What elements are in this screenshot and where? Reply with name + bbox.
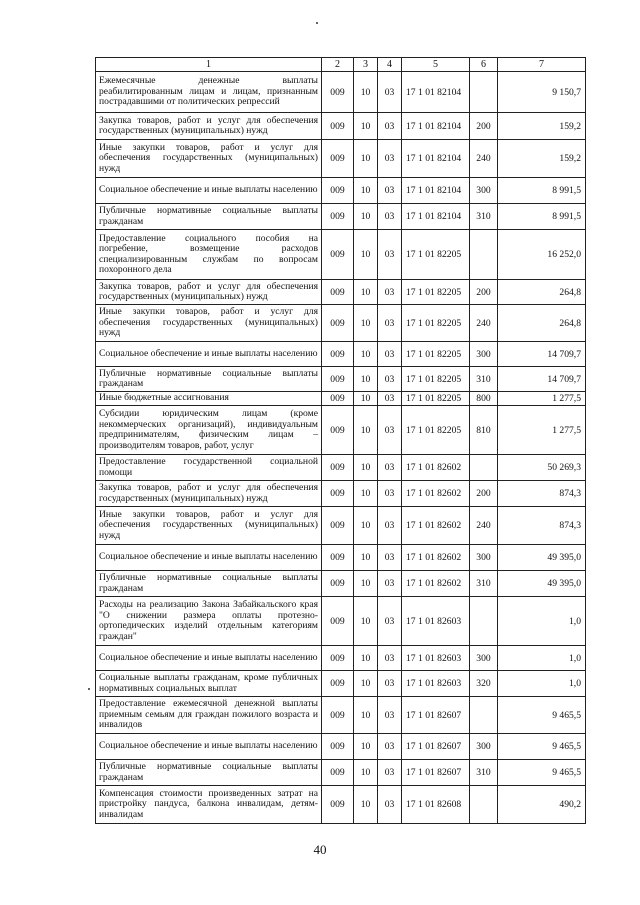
section-code-cell: 10	[354, 646, 378, 671]
table-row	[96, 597, 586, 646]
section-code-cell: 10	[354, 481, 378, 507]
expense-type-cell: 240	[470, 507, 498, 545]
subsection-code-cell: 03	[378, 392, 402, 406]
table-row	[96, 367, 586, 392]
amount-cell: 1,0	[498, 646, 586, 671]
expense-name-cell: Субсидии юридическим лицам (кроме некоммерческих организаций), индивидуальным предпринимателям, физическим лицам – производителям товаров, работ, услуг	[96, 406, 322, 455]
budget-table	[95, 57, 586, 824]
expense-name-cell: Социальные выплаты гражданам, кроме публичных нормативных социальных выплат	[96, 671, 322, 697]
target-article-cell: 17 1 01 82104	[402, 113, 470, 140]
expense-name-cell: Компенсация стоимости произведенных затрат на пристройку пандуса, балкона инвалидам, детям-инвалидам	[96, 786, 322, 824]
expense-name-cell: Иные закупки товаров, работ и услуг для обеспечения государственных (муниципальных) нужд	[96, 507, 322, 545]
table-row	[96, 342, 586, 367]
department-code-cell: 009	[322, 786, 354, 824]
target-article-cell: 17 1 01 82205	[402, 342, 470, 367]
section-code-cell: 10	[354, 342, 378, 367]
subsection-code-cell: 03	[378, 72, 402, 113]
department-code-cell: 009	[322, 571, 354, 597]
expense-type-cell	[470, 697, 498, 734]
table-row	[96, 406, 586, 455]
subsection-code-cell: 03	[378, 342, 402, 367]
subsection-code-cell: 03	[378, 204, 402, 230]
section-code-cell: 10	[354, 204, 378, 230]
expense-name-cell: Публичные нормативные социальные выплаты гражданам	[96, 760, 322, 786]
expense-type-cell: 300	[470, 734, 498, 760]
subsection-code-cell: 03	[378, 734, 402, 760]
department-code-cell: 009	[322, 342, 354, 367]
table-row	[96, 734, 586, 760]
expense-name-cell: Иные закупки товаров, работ и услуг для обеспечения государственных (муниципальных) нужд	[96, 140, 322, 178]
section-code-cell: 10	[354, 140, 378, 178]
subsection-code-cell: 03	[378, 280, 402, 305]
subsection-code-cell: 03	[378, 481, 402, 507]
department-code-cell: 009	[322, 113, 354, 140]
page-number: 40	[313, 842, 327, 857]
department-code-cell: 009	[322, 392, 354, 406]
department-code-cell: 009	[322, 597, 354, 646]
target-article-cell: 17 1 01 82602	[402, 481, 470, 507]
expense-name-cell: Публичные нормативные социальные выплаты гражданам	[96, 367, 322, 392]
department-code-cell: 009	[322, 280, 354, 305]
department-code-cell: 009	[322, 697, 354, 734]
expense-type-cell: 240	[470, 305, 498, 342]
expense-name-cell: Иные закупки товаров, работ и услуг для обеспечения государственных (муниципальных) нужд	[96, 305, 322, 342]
expense-name-cell: Предоставление ежемесячной денежной выплаты приемным семьям для граждан пожилого возраста и инвалидов	[96, 697, 322, 734]
table-row	[96, 455, 586, 481]
section-code-cell: 10	[354, 786, 378, 824]
expense-name-cell: Социальное обеспечение и иные выплаты населению	[96, 178, 322, 204]
department-code-cell: 009	[322, 140, 354, 178]
department-code-cell: 009	[322, 178, 354, 204]
expense-type-cell: 800	[470, 392, 498, 406]
table-row	[96, 697, 586, 734]
department-code-cell: 009	[322, 406, 354, 455]
target-article-cell: 17 1 01 82603	[402, 646, 470, 671]
expense-name-cell: Закупка товаров, работ и услуг для обеспечения государственных (муниципальных) нужд	[96, 113, 322, 140]
amount-cell: 9 465,5	[498, 760, 586, 786]
target-article-cell: 17 1 01 82205	[402, 305, 470, 342]
expense-type-cell: 300	[470, 342, 498, 367]
expense-type-cell	[470, 230, 498, 280]
expense-type-cell	[470, 786, 498, 824]
table-row	[96, 545, 586, 571]
subsection-code-cell: 03	[378, 507, 402, 545]
department-code-cell: 009	[322, 72, 354, 113]
amount-cell: 50 269,3	[498, 455, 586, 481]
amount-cell: 1,0	[498, 671, 586, 697]
table-row	[96, 204, 586, 230]
expense-name-cell: Расходы на реализацию Закона Забайкальского края "О снижении размера оплаты протезно-ортопедических изделий отдельным категориям граждан"	[96, 597, 322, 646]
target-article-cell: 17 1 01 82607	[402, 760, 470, 786]
section-code-cell: 10	[354, 305, 378, 342]
department-code-cell: 009	[322, 305, 354, 342]
expense-type-cell: 310	[470, 367, 498, 392]
section-code-cell: 10	[354, 760, 378, 786]
table-row	[96, 305, 586, 342]
amount-cell: 874,3	[498, 507, 586, 545]
amount-cell: 874,3	[498, 481, 586, 507]
expense-name-cell: Иные бюджетные ассигнования	[96, 392, 322, 406]
amount-cell: 14 709,7	[498, 342, 586, 367]
expense-type-cell: 300	[470, 646, 498, 671]
table-row	[96, 280, 586, 305]
amount-cell: 49 395,0	[498, 571, 586, 597]
expense-name-cell: Закупка товаров, работ и услуг для обеспечения государственных (муниципальных) нужд	[96, 280, 322, 305]
target-article-cell: 17 1 01 82607	[402, 734, 470, 760]
target-article-cell: 17 1 01 82603	[402, 597, 470, 646]
table-row	[96, 392, 586, 406]
department-code-cell: 009	[322, 204, 354, 230]
amount-cell: 14 709,7	[498, 367, 586, 392]
target-article-cell: 17 1 01 82104	[402, 72, 470, 113]
expense-name-cell: Социальное обеспечение и иные выплаты населению	[96, 646, 322, 671]
table-row	[96, 140, 586, 178]
target-article-cell: 17 1 01 82205	[402, 367, 470, 392]
subsection-code-cell: 03	[378, 545, 402, 571]
amount-cell: 9 465,5	[498, 734, 586, 760]
header-row	[96, 58, 586, 72]
department-code-cell: 009	[322, 507, 354, 545]
section-code-cell: 10	[354, 571, 378, 597]
table-row	[96, 481, 586, 507]
amount-cell: 1 277,5	[498, 392, 586, 406]
amount-cell: 1 277,5	[498, 406, 586, 455]
table-body	[96, 72, 586, 824]
expense-name-cell: Публичные нормативные социальные выплаты гражданам	[96, 571, 322, 597]
subsection-code-cell: 03	[378, 406, 402, 455]
expense-type-cell: 310	[470, 760, 498, 786]
target-article-cell: 17 1 01 82603	[402, 671, 470, 697]
subsection-code-cell: 03	[378, 597, 402, 646]
section-code-cell: 10	[354, 367, 378, 392]
section-code-cell: 10	[354, 734, 378, 760]
section-code-cell: 10	[354, 597, 378, 646]
target-article-cell: 17 1 01 82602	[402, 545, 470, 571]
amount-cell: 9 465,5	[498, 697, 586, 734]
department-code-cell: 009	[322, 734, 354, 760]
table-row	[96, 72, 586, 113]
expense-name-cell: Закупка товаров, работ и услуг для обеспечения государственных (муниципальных) нужд	[96, 481, 322, 507]
subsection-code-cell: 03	[378, 305, 402, 342]
target-article-cell: 17 1 01 82607	[402, 697, 470, 734]
expense-type-cell: 810	[470, 406, 498, 455]
column-header-5: 5	[402, 58, 470, 72]
expense-type-cell	[470, 455, 498, 481]
scan-speck	[88, 688, 90, 690]
expense-name-cell: Социальное обеспечение и иные выплаты населению	[96, 342, 322, 367]
column-header-6: 6	[470, 58, 498, 72]
section-code-cell: 10	[354, 671, 378, 697]
column-header-3: 3	[354, 58, 378, 72]
subsection-code-cell: 03	[378, 113, 402, 140]
section-code-cell: 10	[354, 280, 378, 305]
expense-type-cell	[470, 597, 498, 646]
section-code-cell: 10	[354, 406, 378, 455]
table-row	[96, 646, 586, 671]
expense-name-cell: Предоставление социального пособия на погребение, возмещение расходов специализированным службам по вопросам похоронного дела	[96, 230, 322, 280]
section-code-cell: 10	[354, 392, 378, 406]
section-code-cell: 10	[354, 113, 378, 140]
department-code-cell: 009	[322, 760, 354, 786]
table-row	[96, 671, 586, 697]
expense-type-cell: 310	[470, 571, 498, 597]
table-row	[96, 230, 586, 280]
expense-type-cell: 300	[470, 178, 498, 204]
department-code-cell: 009	[322, 646, 354, 671]
column-header-4: 4	[378, 58, 402, 72]
target-article-cell: 17 1 01 82205	[402, 280, 470, 305]
amount-cell: 9 150,7	[498, 72, 586, 113]
subsection-code-cell: 03	[378, 230, 402, 280]
subsection-code-cell: 03	[378, 367, 402, 392]
department-code-cell: 009	[322, 367, 354, 392]
column-header-7: 7	[498, 58, 586, 72]
target-article-cell: 17 1 01 82602	[402, 571, 470, 597]
section-code-cell: 10	[354, 697, 378, 734]
department-code-cell: 009	[322, 481, 354, 507]
expense-type-cell: 300	[470, 545, 498, 571]
subsection-code-cell: 03	[378, 786, 402, 824]
target-article-cell: 17 1 01 82205	[402, 230, 470, 280]
section-code-cell: 10	[354, 455, 378, 481]
target-article-cell: 17 1 01 82602	[402, 507, 470, 545]
amount-cell: 1,0	[498, 597, 586, 646]
column-header-1: 1	[96, 58, 322, 72]
target-article-cell: 17 1 01 82104	[402, 140, 470, 178]
expense-type-cell: 200	[470, 280, 498, 305]
section-code-cell: 10	[354, 545, 378, 571]
subsection-code-cell: 03	[378, 646, 402, 671]
target-article-cell: 17 1 01 82608	[402, 786, 470, 824]
target-article-cell: 17 1 01 82205	[402, 406, 470, 455]
expense-type-cell: 310	[470, 204, 498, 230]
table-row	[96, 507, 586, 545]
department-code-cell: 009	[322, 545, 354, 571]
target-article-cell: 17 1 01 82602	[402, 455, 470, 481]
department-code-cell: 009	[322, 671, 354, 697]
amount-cell: 8 991,5	[498, 178, 586, 204]
expense-name-cell: Предоставление государственной социальной помощи	[96, 455, 322, 481]
section-code-cell: 10	[354, 72, 378, 113]
section-code-cell: 10	[354, 230, 378, 280]
amount-cell: 159,2	[498, 113, 586, 140]
section-code-cell: 10	[354, 178, 378, 204]
amount-cell: 16 252,0	[498, 230, 586, 280]
subsection-code-cell: 03	[378, 671, 402, 697]
subsection-code-cell: 03	[378, 455, 402, 481]
target-article-cell: 17 1 01 82104	[402, 204, 470, 230]
amount-cell: 264,8	[498, 305, 586, 342]
department-code-cell: 009	[322, 230, 354, 280]
section-code-cell: 10	[354, 507, 378, 545]
amount-cell: 49 395,0	[498, 545, 586, 571]
subsection-code-cell: 03	[378, 760, 402, 786]
subsection-code-cell: 03	[378, 140, 402, 178]
subsection-code-cell: 03	[378, 178, 402, 204]
target-article-cell: 17 1 01 82104	[402, 178, 470, 204]
table-row	[96, 178, 586, 204]
column-header-2: 2	[322, 58, 354, 72]
table-row	[96, 760, 586, 786]
table-header	[96, 58, 586, 72]
amount-cell: 264,8	[498, 280, 586, 305]
expense-type-cell: 240	[470, 140, 498, 178]
subsection-code-cell: 03	[378, 697, 402, 734]
expense-name-cell: Социальное обеспечение и иные выплаты населению	[96, 545, 322, 571]
target-article-cell: 17 1 01 82205	[402, 392, 470, 406]
table-row	[96, 786, 586, 824]
expense-type-cell: 200	[470, 113, 498, 140]
table-row	[96, 113, 586, 140]
expense-name-cell: Публичные нормативные социальные выплаты гражданам	[96, 204, 322, 230]
scan-speck	[316, 22, 318, 24]
table-row	[96, 571, 586, 597]
department-code-cell: 009	[322, 455, 354, 481]
expense-name-cell: Социальное обеспечение и иные выплаты населению	[96, 734, 322, 760]
expense-type-cell: 200	[470, 481, 498, 507]
expense-name-cell: Ежемесячные денежные выплаты реабилитированным лицам и лицам, признанным пострадавшими от политических репрессий	[96, 72, 322, 113]
amount-cell: 490,2	[498, 786, 586, 824]
expense-type-cell	[470, 72, 498, 113]
amount-cell: 8 991,5	[498, 204, 586, 230]
expense-type-cell: 320	[470, 671, 498, 697]
subsection-code-cell: 03	[378, 571, 402, 597]
amount-cell: 159,2	[498, 140, 586, 178]
